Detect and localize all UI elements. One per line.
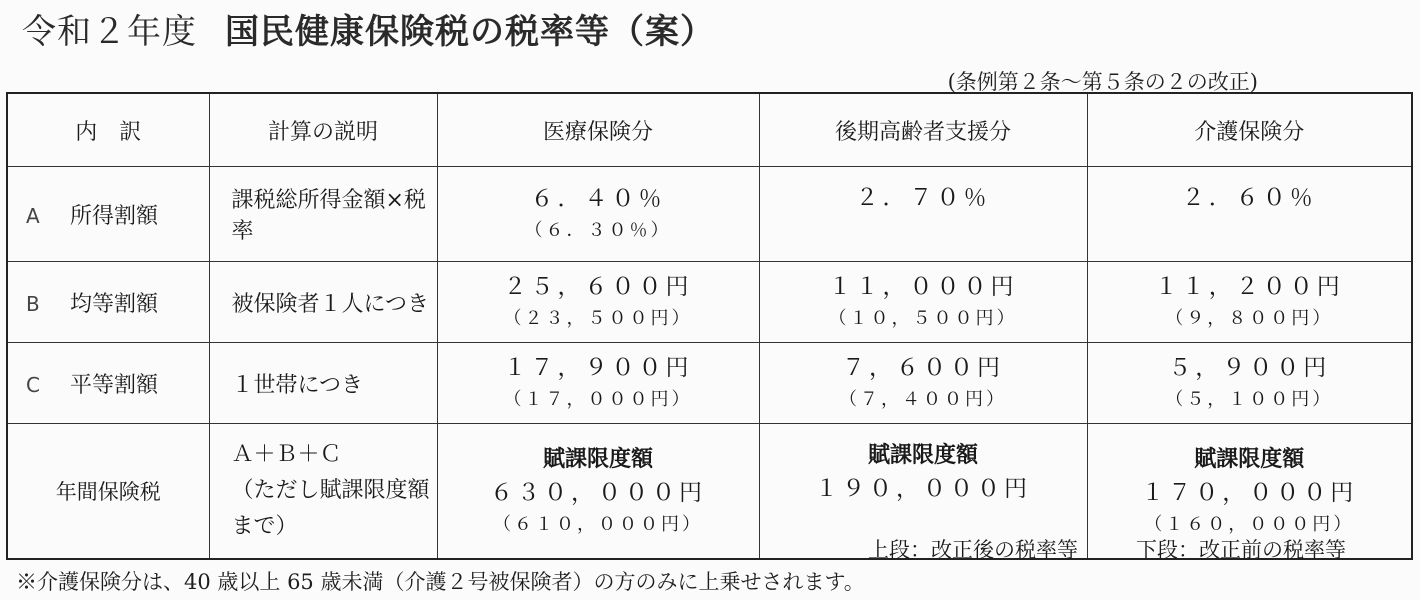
annual-calc — [209, 424, 437, 560]
row-label-text: 均等割額 — [70, 291, 159, 317]
header-medical: 医療保険分 — [437, 93, 759, 167]
elderly-cell — [759, 343, 1087, 424]
care-prev: （９，８００円） — [1165, 308, 1334, 329]
care-prev: （１６０，０００円） — [1144, 514, 1355, 535]
medical-prev: （２３，５００円） — [503, 308, 693, 329]
legend-lower: 下段：改正前の税率等 — [1136, 538, 1346, 562]
tax-rate-table — [6, 92, 1413, 560]
elderly-new: １９０，０００円 — [815, 476, 1031, 502]
row-label — [7, 167, 209, 262]
care-new: ５，９００円 — [1168, 355, 1331, 381]
row-calc: 被保険者１人につき — [209, 262, 437, 343]
header-care: 介護保険分 — [1087, 93, 1412, 167]
row-label-text: 平等割額 — [70, 372, 159, 398]
header-elderly-support: 後期高齢者支援分 — [759, 93, 1087, 167]
header-calculation: 計算の説明 — [209, 93, 437, 167]
header-breakdown: 内 訳 — [7, 93, 209, 167]
medical-new: ２５，６００円 — [503, 274, 693, 300]
legend-upper: 上段：改正後の税率等 — [868, 538, 1078, 562]
medical-prev: （１７，０００円） — [503, 389, 693, 410]
medical-prev: （６．３０％） — [524, 220, 672, 241]
care-new: ２．６０％ — [1181, 185, 1317, 211]
elderly-new: ２．７０％ — [855, 185, 991, 211]
row-letter: B — [26, 291, 40, 316]
legend — [868, 534, 1346, 564]
row-label — [7, 262, 209, 343]
medical-new: ６３０，０００円 — [490, 480, 706, 506]
elderly-new: １１，０００円 — [828, 274, 1018, 300]
medical-cell — [437, 343, 759, 424]
medical-new: １７，９００円 — [503, 355, 693, 381]
table-row — [7, 167, 1412, 262]
annual-calc-note: （ただし賦課限度額まで） — [231, 478, 430, 539]
annual-label: 年間保険税 — [7, 424, 209, 560]
care-prev: （５，１００円） — [1165, 389, 1334, 410]
row-letter: C — [26, 372, 40, 397]
ordinance-note: (条例第２条～第５条の２の改正) — [947, 70, 1258, 94]
fiscal-year: 令和２年度 — [22, 12, 197, 52]
table-row — [7, 343, 1412, 424]
table-row — [7, 262, 1412, 343]
limit-label: 賦課限度額 — [542, 446, 653, 472]
care-new: １７０，０００円 — [1141, 480, 1358, 506]
row-letter: A — [26, 203, 40, 228]
title-main: 国民健康保険税の税率等（案） — [225, 12, 715, 52]
elderly-cell — [759, 167, 1087, 262]
footnote: ※介護保険分は、40 歳以上 65 歳未満（介護２号被保険者）の方のみに上乗せされます。 — [16, 570, 865, 594]
care-cell — [1087, 167, 1412, 262]
care-new: １１，２００円 — [1154, 274, 1344, 300]
elderly-prev: （７，４００円） — [839, 389, 1007, 410]
medical-cell — [437, 167, 759, 262]
medical-new: ６．４０％ — [530, 186, 666, 212]
limit-label: 賦課限度額 — [867, 442, 978, 468]
elderly-cell — [759, 262, 1087, 343]
care-cell — [1087, 343, 1412, 424]
annual-calc-formula: Ａ＋Ｂ＋Ｃ — [231, 442, 342, 467]
table-header-row — [7, 93, 1412, 167]
medical-cell — [437, 262, 759, 343]
document-title — [22, 4, 715, 53]
limit-label: 賦課限度額 — [1194, 446, 1305, 472]
row-label-text: 所得割額 — [70, 203, 159, 229]
row-calc: 課税総所得金額×税率 — [209, 167, 437, 262]
elderly-new: ７，６００円 — [842, 355, 1004, 381]
medical-cell — [437, 424, 759, 560]
care-cell — [1087, 262, 1412, 343]
row-calc: １世帯につき — [209, 343, 437, 424]
elderly-prev: （１０，５００円） — [828, 308, 1018, 329]
row-label — [7, 343, 209, 424]
medical-prev: （６１０，０００円） — [493, 514, 703, 535]
